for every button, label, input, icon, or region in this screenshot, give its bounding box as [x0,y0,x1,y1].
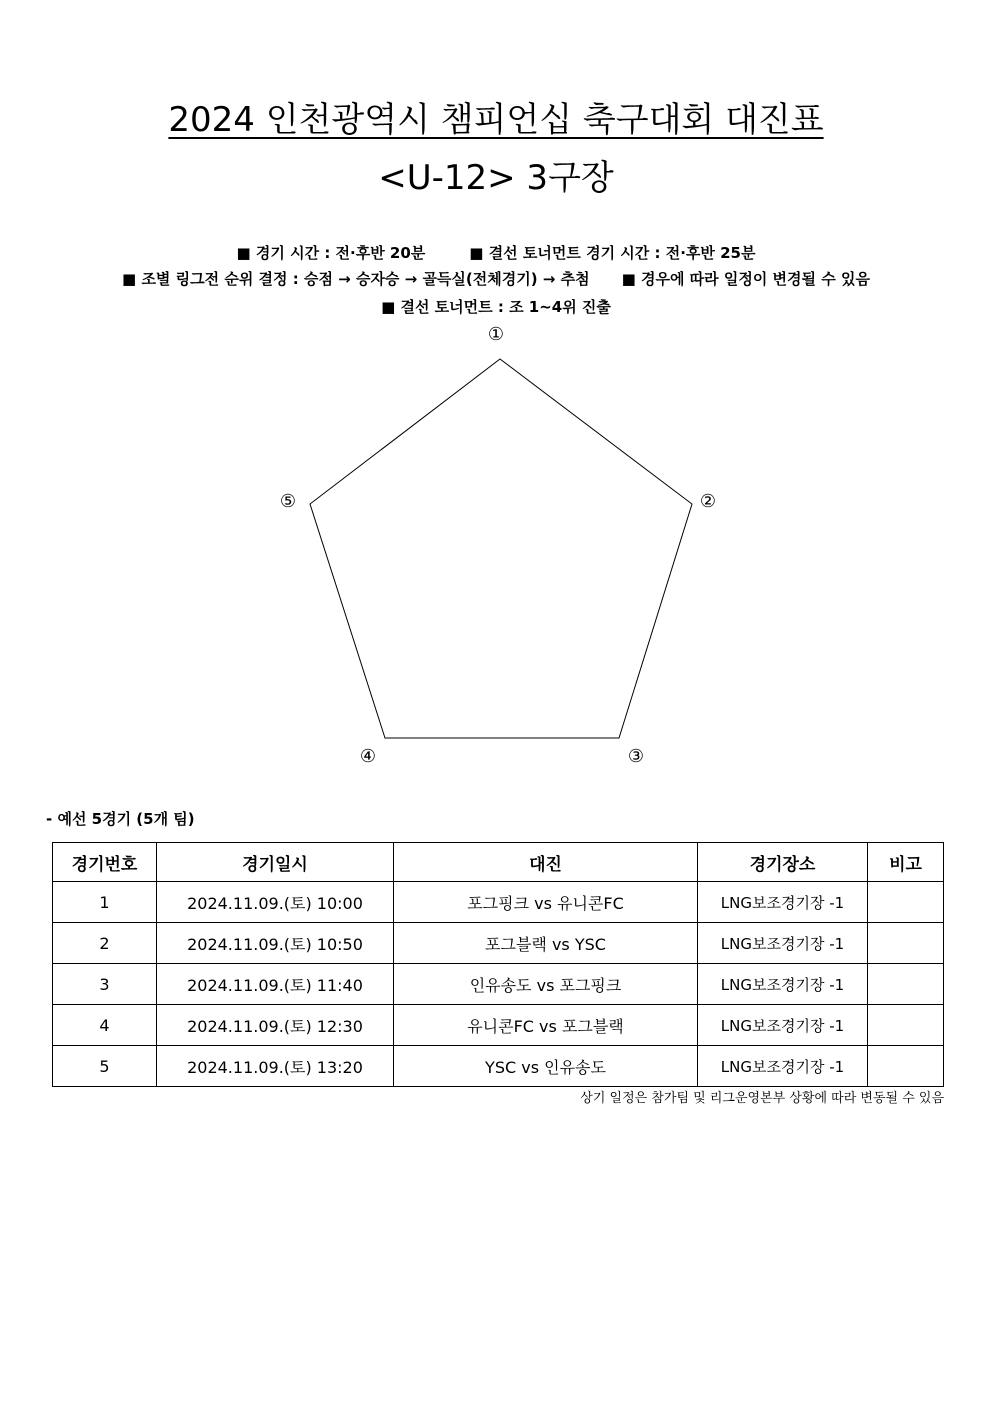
section-label: - 예선 5경기 (5개 팀) [46,810,195,828]
page-title-text: 2024 인천광역시 챔피언십 축구대회 대진표 [168,100,824,140]
advance-rule: ■ 결선 토너먼트 : 조 1~4위 진출 [381,298,611,316]
datetime-cell: 2024.11.09.(토) 10:00 [157,882,394,923]
datetime-cell: 2024.11.09.(토) 13:20 [157,1046,394,1087]
seed-label-5: ⑤ [279,491,297,512]
header-match-number: 경기번호 [53,843,157,882]
seed-label-4: ④ [359,746,377,767]
note-cell [868,923,944,964]
note-cell [868,964,944,1005]
page-title [0,100,992,140]
final-time-rule: ■ 결선 토너먼트 경기 시간 : 전·후반 25분 [469,244,756,262]
header-matchup: 대진 [394,843,698,882]
rules-row-2 [0,269,992,289]
venue-cell: LNG보조경기장 -1 [698,964,868,1005]
match-number-cell: 1 [53,882,157,923]
header-venue: 경기장소 [698,843,868,882]
note-cell [868,882,944,923]
table-row [53,882,944,923]
datetime-cell: 2024.11.09.(토) 11:40 [157,964,394,1005]
table-row [53,923,944,964]
venue-cell: LNG보조경기장 -1 [698,1005,868,1046]
datetime-cell: 2024.11.09.(토) 10:50 [157,923,394,964]
matchup-cell: 포그블랙 vs YSC [394,923,698,964]
schedule-footnote: 상기 일정은 참가팀 및 리그운영본부 상황에 따라 변동될 수 있음 [580,1091,944,1106]
venue-cell: LNG보조경기장 -1 [698,882,868,923]
matchup-cell: 포그핑크 vs 유니콘FC [394,882,698,923]
schedule-change-rule: ■ 경우에 따라 일정이 변경될 수 있음 [621,270,870,288]
match-number-cell: 4 [53,1005,157,1046]
note-cell [868,1005,944,1046]
table-row [53,1046,944,1087]
table-row [53,964,944,1005]
venue-cell: LNG보조경기장 -1 [698,1046,868,1087]
seed-label-2: ② [699,491,717,512]
ranking-rule: ■ 조별 링그전 순위 결정 : 승점 → 승자승 → 골득실(전체경기) → 추첨 [122,270,590,288]
match-time-rule: ■ 경기 시간 : 전·후반 20분 [236,244,426,262]
seed-label-3: ③ [627,746,645,767]
matchup-cell: YSC vs 인유송도 [394,1046,698,1087]
match-number-cell: 5 [53,1046,157,1087]
seed-label-1: ① [487,324,505,345]
table-row [53,1005,944,1046]
header-note: 비고 [868,843,944,882]
match-number-cell: 3 [53,964,157,1005]
schedule-table [52,842,944,1087]
rules-row-3 [0,297,992,317]
matchup-cell: 인유송도 vs 포그핑크 [394,964,698,1005]
note-cell [868,1046,944,1087]
rules-row-1 [0,243,992,263]
matchup-cell: 유니콘FC vs 포그블랙 [394,1005,698,1046]
header-match-datetime: 경기일시 [157,843,394,882]
match-number-cell: 2 [53,923,157,964]
table-header-row [53,843,944,882]
datetime-cell: 2024.11.09.(토) 12:30 [157,1005,394,1046]
page-subtitle: <U-12> 3구장 [378,158,614,198]
pentagon-shape [310,359,692,738]
venue-cell: LNG보조경기장 -1 [698,923,868,964]
